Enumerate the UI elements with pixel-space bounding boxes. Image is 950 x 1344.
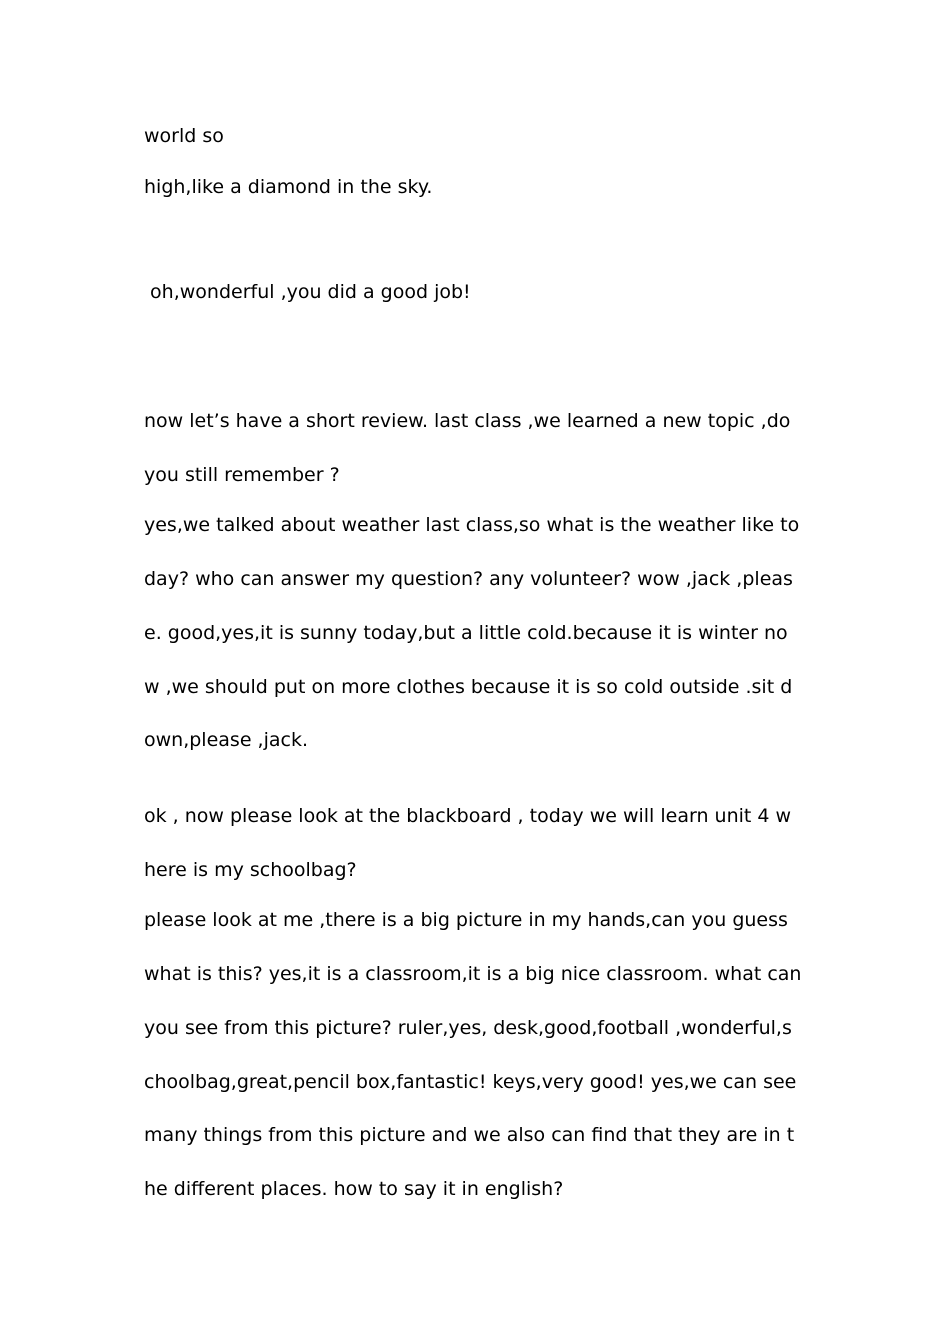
text-line: ok , now please look at the blackboard , today we will learn unit 4 w — [144, 805, 792, 827]
text-line: choolbag,great,pencil box,fantastic! keys,very good! yes,we can see — [144, 1071, 797, 1093]
text-line: w ,we should put on more clothes because it is so cold outside .sit d — [144, 676, 793, 698]
text-line: own,please ,jack. — [144, 729, 308, 751]
text-line: many things from this picture and we also can find that they are in t — [144, 1124, 795, 1146]
text-line: you still remember ? — [144, 464, 340, 486]
text-line: high,like a diamond in the sky. — [144, 176, 433, 198]
text-line: e. good,yes,it is sunny today,but a little cold.because it is winter no — [144, 622, 788, 644]
text-line: please look at me ,there is a big picture in my hands,can you guess — [144, 909, 788, 931]
text-line: day? who can answer my question? any volunteer? wow ,jack ,pleas — [144, 568, 793, 590]
text-line: oh,wonderful ,you did a good job! — [144, 281, 471, 303]
text-line: you see from this picture? ruler,yes, desk,good,football ,wonderful,s — [144, 1017, 792, 1039]
text-line: now let’s have a short review. last class ,we learned a new topic ,do — [144, 410, 791, 432]
text-line: here is my schoolbag? — [144, 859, 357, 881]
text-line: he different places. how to say it in english? — [144, 1178, 564, 1200]
text-line: world so — [144, 125, 224, 147]
text-line: what is this? yes,it is a classroom,it is a big nice classroom. what can — [144, 963, 802, 985]
text-line: yes,we talked about weather last class,so what is the weather like to — [144, 514, 800, 536]
